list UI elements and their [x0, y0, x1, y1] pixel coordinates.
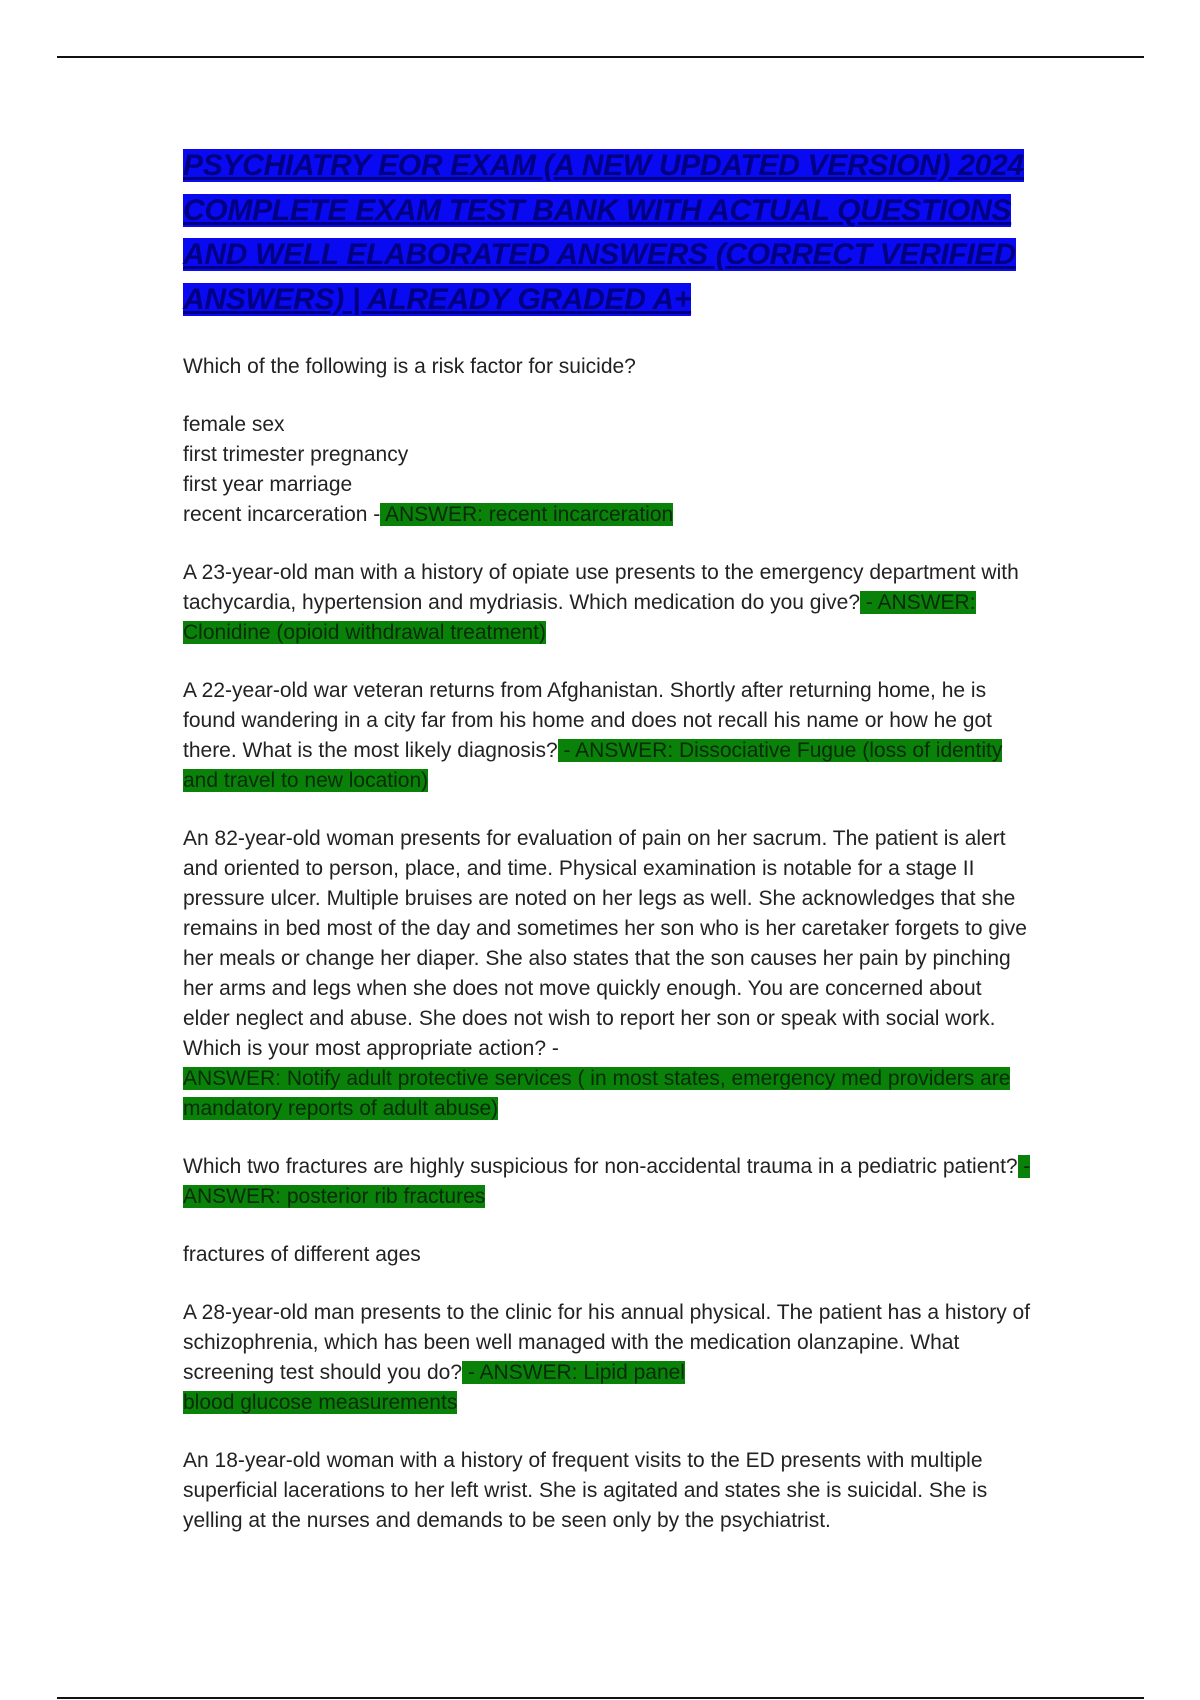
document-body [183, 144, 1033, 1564]
question-2-answer: - ANSWER: Clonidine (opioid withdrawal treatment) [183, 591, 976, 644]
header-rule [57, 56, 1144, 58]
question-3-line [183, 676, 1033, 796]
question-5-extra-text: fractures of different ages [183, 1243, 421, 1266]
option-3: first year marriage [183, 473, 353, 496]
question-1-answer: ANSWER: recent incarceration [380, 503, 674, 526]
footer-rule [57, 1697, 1144, 1699]
question-4-answer: ANSWER: Notify adult protective services ( in most states, emergency med providers are mandatory reports of adult abuse) [183, 1067, 1011, 1120]
option-4-line [183, 500, 1033, 530]
question-5-line [183, 1152, 1033, 1212]
question-6-line [183, 1298, 1033, 1388]
document-title [183, 144, 1033, 322]
question-2-text: A 23-year-old man with a history of opiate use presents to the emergency department with tachycardia, hypertension and mydriasis. Which medication do you give? [183, 561, 1019, 614]
question-6-text: A 28-year-old man presents to the clinic for his annual physical. The patient has a history of schizophrenia, which has been well managed with the medication olanzapine. What screening test should you do? [183, 1301, 1031, 1384]
question-6-answer-2: blood glucose measurements [183, 1391, 458, 1414]
question-5-extra [183, 1240, 1033, 1270]
question-3 [183, 676, 1033, 796]
question-4-answer-line [183, 1064, 1033, 1124]
question-5 [183, 1152, 1033, 1212]
title-text: PSYCHIATRY EOR EXAM (A NEW UPDATED VERSION) 2024 COMPLETE EXAM TEST BANK WITH ACTUAL QUESTIONS AND WELL ELABORATED ANSWERS (CORRECT VERIFIED ANSWERS) | ALREADY GRADED A+ [183, 149, 1024, 316]
question-2-line [183, 558, 1033, 648]
question-4 [183, 824, 1033, 1124]
question-3-text: A 22-year-old war veteran returns from Afghanistan. Shortly after returning home, he is found wandering in a city far from his home and does not recall his name or how he got there. What is the most likely diagnosis? [183, 679, 992, 762]
question-6 [183, 1298, 1033, 1418]
question-7-text: An 18-year-old woman with a history of frequent visits to the ED presents with multiple superficial lacerations to her left wrist. She is agitated and states she is suicidal. She is yelling at the nurses and demands to be seen only by the psychiatrist. [183, 1449, 988, 1532]
option-2: first trimester pregnancy [183, 443, 409, 466]
question-1-text: Which of the following is a risk factor for suicide? [183, 355, 636, 378]
question-1-options [183, 410, 1033, 530]
question-5-answer: - ANSWER: posterior rib fractures [183, 1155, 1031, 1208]
question-2 [183, 558, 1033, 648]
question-3-answer: - ANSWER: Dissociative Fugue (loss of identity and travel to new location) [183, 739, 1003, 792]
question-4-text: An 82-year-old woman presents for evaluation of pain on her sacrum. The patient is alert and oriented to person, place, and time. Physical examination is notable for a stage II pressure ulcer. Multiple bruises are noted on her legs as well. She acknowledges that she remains in bed most of the day and sometimes her son who is her caretaker forgets to give her meals or change her diaper. She also states that the son causes her pain by pinching her arms and legs when she does not move quickly enough. You are concerned about elder neglect and abuse. She does not wish to report her son or speak with social work. Which is your most appropriate action? - [183, 827, 1027, 1060]
question-1 [183, 352, 1033, 382]
option-4: recent incarceration - [183, 503, 381, 526]
question-5-text: Which two fractures are highly suspicious for non-accidental trauma in a pediatric patient? [183, 1155, 1018, 1178]
option-1: female sex [183, 413, 285, 436]
question-6-answer-line2 [183, 1388, 1033, 1418]
question-6-answer: - ANSWER: Lipid panel [462, 1361, 685, 1384]
question-7 [183, 1446, 1033, 1536]
